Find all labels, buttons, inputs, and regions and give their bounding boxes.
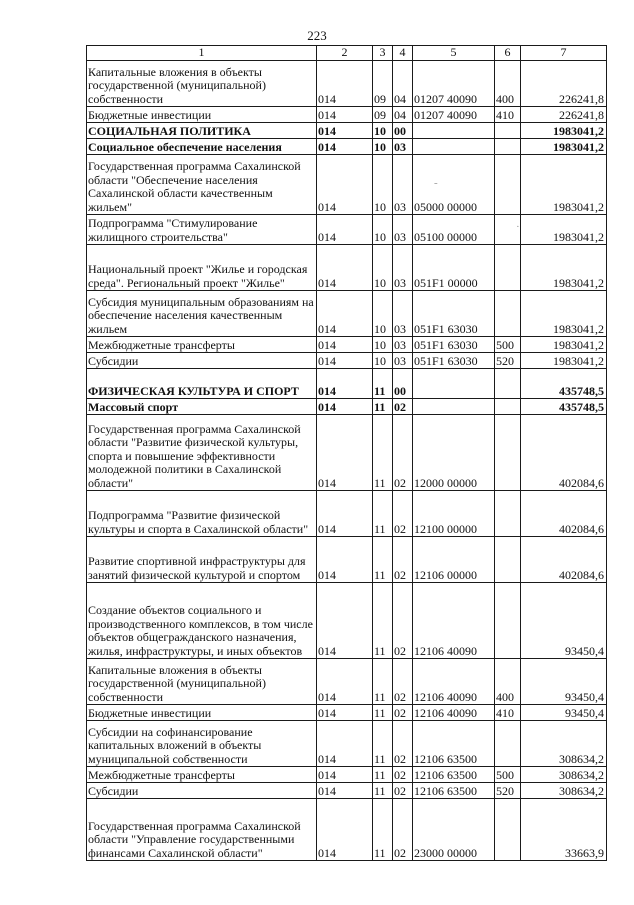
section-code-cell: 10 bbox=[373, 245, 393, 291]
amount-cell: 1983041,2 bbox=[521, 215, 607, 245]
row-name-cell: Государственная программа Сахалинской области "Управление государственными финансами Сахалинской области" bbox=[87, 799, 317, 861]
subsection-code-cell: 00 bbox=[393, 369, 413, 399]
expense-type-cell: 500 bbox=[495, 337, 521, 353]
scan-mark: - bbox=[434, 177, 438, 189]
amount-cell: 402084,6 bbox=[521, 415, 607, 491]
table-row bbox=[87, 107, 607, 123]
expense-type-cell: 520 bbox=[495, 353, 521, 369]
target-article-cell: 12000 00000 bbox=[413, 415, 495, 491]
ministry-code-cell: 014 bbox=[317, 767, 373, 783]
ministry-code-cell: 014 bbox=[317, 123, 373, 139]
row-name-cell: Межбюджетные трансферты bbox=[87, 767, 317, 783]
row-name-cell: Субсидия муниципальным образованиям на обеспечение населения качественным жильем bbox=[87, 291, 317, 337]
target-article-cell: 12106 40090 bbox=[413, 705, 495, 721]
table-row bbox=[87, 139, 607, 155]
table-row bbox=[87, 369, 607, 399]
section-code-cell: 10 bbox=[373, 215, 393, 245]
ministry-code-cell: 014 bbox=[317, 659, 373, 705]
section-code-cell: 10 bbox=[373, 155, 393, 215]
subsection-code-cell: 03 bbox=[393, 139, 413, 155]
row-name-cell: ФИЗИЧЕСКАЯ КУЛЬТУРА И СПОРТ bbox=[87, 369, 317, 399]
row-name-cell: Социальное обеспечение населения bbox=[87, 139, 317, 155]
target-article-cell: 23000 00000 bbox=[413, 799, 495, 861]
row-name-cell: Бюджетные инвестиции bbox=[87, 107, 317, 123]
subsection-code-cell: 03 bbox=[393, 353, 413, 369]
amount-cell: 226241,8 bbox=[521, 61, 607, 107]
target-article-cell: 12106 63500 bbox=[413, 767, 495, 783]
expense-type-cell bbox=[495, 415, 521, 491]
row-name-cell: Бюджетные инвестиции bbox=[87, 705, 317, 721]
target-article-cell: 05100 00000 bbox=[413, 215, 495, 245]
column-header: 5 bbox=[413, 46, 495, 61]
row-name-cell: Субсидии bbox=[87, 783, 317, 799]
amount-cell: 1983041,2 bbox=[521, 123, 607, 139]
budget-table bbox=[86, 45, 607, 861]
expense-type-cell bbox=[495, 155, 521, 215]
target-article-cell: 051F1 63030 bbox=[413, 337, 495, 353]
ministry-code-cell: 014 bbox=[317, 155, 373, 215]
row-name-cell: Капитальные вложения в объекты государственной (муниципальной) собственности bbox=[87, 61, 317, 107]
expense-type-cell: 520 bbox=[495, 783, 521, 799]
amount-cell: 93450,4 bbox=[521, 659, 607, 705]
section-code-cell: 10 bbox=[373, 353, 393, 369]
table-row bbox=[87, 399, 607, 415]
subsection-code-cell: 02 bbox=[393, 583, 413, 659]
subsection-code-cell: 04 bbox=[393, 107, 413, 123]
section-code-cell: 11 bbox=[373, 399, 393, 415]
ministry-code-cell: 014 bbox=[317, 583, 373, 659]
amount-cell: 1983041,2 bbox=[521, 245, 607, 291]
expense-type-cell bbox=[495, 399, 521, 415]
section-code-cell: 09 bbox=[373, 61, 393, 107]
table-row bbox=[87, 783, 607, 799]
table-row bbox=[87, 291, 607, 337]
row-name-cell: Массовый спорт bbox=[87, 399, 317, 415]
expense-type-cell bbox=[495, 583, 521, 659]
target-article-cell: 051F1 00000 bbox=[413, 245, 495, 291]
section-code-cell: 11 bbox=[373, 415, 393, 491]
subsection-code-cell: 03 bbox=[393, 155, 413, 215]
column-header: 2 bbox=[317, 46, 373, 61]
ministry-code-cell: 014 bbox=[317, 139, 373, 155]
ministry-code-cell: 014 bbox=[317, 783, 373, 799]
amount-cell: 402084,6 bbox=[521, 491, 607, 537]
subsection-code-cell: 03 bbox=[393, 291, 413, 337]
amount-cell: 435748,5 bbox=[521, 369, 607, 399]
target-article-cell bbox=[413, 123, 495, 139]
amount-cell: 308634,2 bbox=[521, 721, 607, 767]
section-code-cell: 10 bbox=[373, 337, 393, 353]
target-article-cell: 12106 40090 bbox=[413, 583, 495, 659]
amount-cell: 308634,2 bbox=[521, 783, 607, 799]
table-row bbox=[87, 491, 607, 537]
row-name-cell: Национальный проект "Жилье и городская среда". Региональный проект "Жилье" bbox=[87, 245, 317, 291]
ministry-code-cell: 014 bbox=[317, 721, 373, 767]
subsection-code-cell: 02 bbox=[393, 783, 413, 799]
table-row bbox=[87, 245, 607, 291]
subsection-code-cell: 02 bbox=[393, 399, 413, 415]
section-code-cell: 10 bbox=[373, 139, 393, 155]
expense-type-cell bbox=[495, 799, 521, 861]
subsection-code-cell: 04 bbox=[393, 61, 413, 107]
subsection-code-cell: 03 bbox=[393, 245, 413, 291]
row-name-cell: Субсидии на софинансирование капитальных вложений в объекты муниципальной собственности bbox=[87, 721, 317, 767]
amount-cell: 93450,4 bbox=[521, 705, 607, 721]
ministry-code-cell: 014 bbox=[317, 61, 373, 107]
target-article-cell: 12100 00000 bbox=[413, 491, 495, 537]
table-row bbox=[87, 705, 607, 721]
table-row bbox=[87, 337, 607, 353]
ministry-code-cell: 014 bbox=[317, 415, 373, 491]
target-article-cell bbox=[413, 369, 495, 399]
target-article-cell: 12106 63500 bbox=[413, 721, 495, 767]
table-row bbox=[87, 353, 607, 369]
row-name-cell: Развитие спортивной инфраструктуры для занятий физической культурой и спортом bbox=[87, 537, 317, 583]
ministry-code-cell: 014 bbox=[317, 337, 373, 353]
ministry-code-cell: 014 bbox=[317, 291, 373, 337]
target-article-cell bbox=[413, 139, 495, 155]
amount-cell: 1983041,2 bbox=[521, 337, 607, 353]
subsection-code-cell: 02 bbox=[393, 721, 413, 767]
scan-mark: · bbox=[516, 221, 520, 233]
ministry-code-cell: 014 bbox=[317, 107, 373, 123]
subsection-code-cell: 03 bbox=[393, 337, 413, 353]
amount-cell: 33663,9 bbox=[521, 799, 607, 861]
subsection-code-cell: 02 bbox=[393, 767, 413, 783]
page-number: 223 bbox=[307, 28, 327, 43]
section-code-cell: 10 bbox=[373, 123, 393, 139]
column-header: 6 bbox=[495, 46, 521, 61]
row-name-cell: Межбюджетные трансферты bbox=[87, 337, 317, 353]
column-header: 7 bbox=[521, 46, 607, 61]
table-row bbox=[87, 215, 607, 245]
target-article-cell: 05000 00000 bbox=[413, 155, 495, 215]
amount-cell: 1983041,2 bbox=[521, 353, 607, 369]
target-article-cell: 01207 40090 bbox=[413, 107, 495, 123]
expense-type-cell bbox=[495, 245, 521, 291]
subsection-code-cell: 02 bbox=[393, 799, 413, 861]
subsection-code-cell: 02 bbox=[393, 415, 413, 491]
column-header: 4 bbox=[393, 46, 413, 61]
table-row bbox=[87, 799, 607, 861]
expense-type-cell bbox=[495, 139, 521, 155]
section-code-cell: 11 bbox=[373, 491, 393, 537]
row-name-cell: Создание объектов социального и производственного комплексов, в том числе объектов общегражданского назначения, жилья, инфраструктуры, и иных объектов bbox=[87, 583, 317, 659]
section-code-cell: 11 bbox=[373, 799, 393, 861]
expense-type-cell: 410 bbox=[495, 107, 521, 123]
amount-cell: 1983041,2 bbox=[521, 155, 607, 215]
expense-type-cell: 400 bbox=[495, 61, 521, 107]
subsection-code-cell: 02 bbox=[393, 537, 413, 583]
column-number-row bbox=[87, 46, 607, 61]
row-name-cell: Государственная программа Сахалинской области "Развитие физической культуры, спорта и повышение эффективности молодежной политики в Сахалинской области" bbox=[87, 415, 317, 491]
section-code-cell: 11 bbox=[373, 721, 393, 767]
subsection-code-cell: 00 bbox=[393, 123, 413, 139]
section-code-cell: 11 bbox=[373, 783, 393, 799]
ministry-code-cell: 014 bbox=[317, 245, 373, 291]
table-row bbox=[87, 659, 607, 705]
target-article-cell: 12106 40090 bbox=[413, 659, 495, 705]
subsection-code-cell: 02 bbox=[393, 659, 413, 705]
target-article-cell: 12106 63500 bbox=[413, 783, 495, 799]
ministry-code-cell: 014 bbox=[317, 705, 373, 721]
ministry-code-cell: 014 bbox=[317, 491, 373, 537]
amount-cell: 226241,8 bbox=[521, 107, 607, 123]
subsection-code-cell: 02 bbox=[393, 491, 413, 537]
expense-type-cell bbox=[495, 721, 521, 767]
expense-type-cell bbox=[495, 491, 521, 537]
ministry-code-cell: 014 bbox=[317, 399, 373, 415]
target-article-cell: 12106 00000 bbox=[413, 537, 495, 583]
amount-cell: 435748,5 bbox=[521, 399, 607, 415]
row-name-cell: Подпрограмма "Развитие физической культуры и спорта в Сахалинской области" bbox=[87, 491, 317, 537]
budget-table-container bbox=[86, 45, 606, 861]
expense-type-cell bbox=[495, 123, 521, 139]
expense-type-cell: 400 bbox=[495, 659, 521, 705]
amount-cell: 93450,4 bbox=[521, 583, 607, 659]
table-row bbox=[87, 721, 607, 767]
row-name-cell: Государственная программа Сахалинской области "Обеспечение населения Сахалинской области качественным жильем" bbox=[87, 155, 317, 215]
table-row bbox=[87, 583, 607, 659]
section-code-cell: 11 bbox=[373, 705, 393, 721]
ministry-code-cell: 014 bbox=[317, 369, 373, 399]
row-name-cell: СОЦИАЛЬНАЯ ПОЛИТИКА bbox=[87, 123, 317, 139]
amount-cell: 1983041,2 bbox=[521, 291, 607, 337]
table-row bbox=[87, 61, 607, 107]
ministry-code-cell: 014 bbox=[317, 537, 373, 583]
expense-type-cell: 500 bbox=[495, 767, 521, 783]
section-code-cell: 11 bbox=[373, 537, 393, 583]
target-article-cell: 051F1 63030 bbox=[413, 353, 495, 369]
column-header: 3 bbox=[373, 46, 393, 61]
table-row bbox=[87, 537, 607, 583]
expense-type-cell bbox=[495, 291, 521, 337]
amount-cell: 308634,2 bbox=[521, 767, 607, 783]
target-article-cell: 051F1 63030 bbox=[413, 291, 495, 337]
section-code-cell: 11 bbox=[373, 583, 393, 659]
table-row bbox=[87, 155, 607, 215]
expense-type-cell bbox=[495, 369, 521, 399]
ministry-code-cell: 014 bbox=[317, 215, 373, 245]
row-name-cell: Субсидии bbox=[87, 353, 317, 369]
section-code-cell: 09 bbox=[373, 107, 393, 123]
section-code-cell: 11 bbox=[373, 767, 393, 783]
expense-type-cell: 410 bbox=[495, 705, 521, 721]
target-article-cell: 01207 40090 bbox=[413, 61, 495, 107]
table-row bbox=[87, 123, 607, 139]
expense-type-cell bbox=[495, 537, 521, 583]
row-name-cell: Капитальные вложения в объекты государственной (муниципальной) собственности bbox=[87, 659, 317, 705]
column-header: 1 bbox=[87, 46, 317, 61]
amount-cell: 1983041,2 bbox=[521, 139, 607, 155]
row-name-cell: Подпрограмма "Стимулирование жилищного строительства" bbox=[87, 215, 317, 245]
subsection-code-cell: 02 bbox=[393, 705, 413, 721]
section-code-cell: 11 bbox=[373, 659, 393, 705]
section-code-cell: 11 bbox=[373, 369, 393, 399]
section-code-cell: 10 bbox=[373, 291, 393, 337]
amount-cell: 402084,6 bbox=[521, 537, 607, 583]
ministry-code-cell: 014 bbox=[317, 799, 373, 861]
table-row bbox=[87, 415, 607, 491]
table-body bbox=[87, 46, 607, 861]
target-article-cell bbox=[413, 399, 495, 415]
subsection-code-cell: 03 bbox=[393, 215, 413, 245]
table-row bbox=[87, 767, 607, 783]
ministry-code-cell: 014 bbox=[317, 353, 373, 369]
